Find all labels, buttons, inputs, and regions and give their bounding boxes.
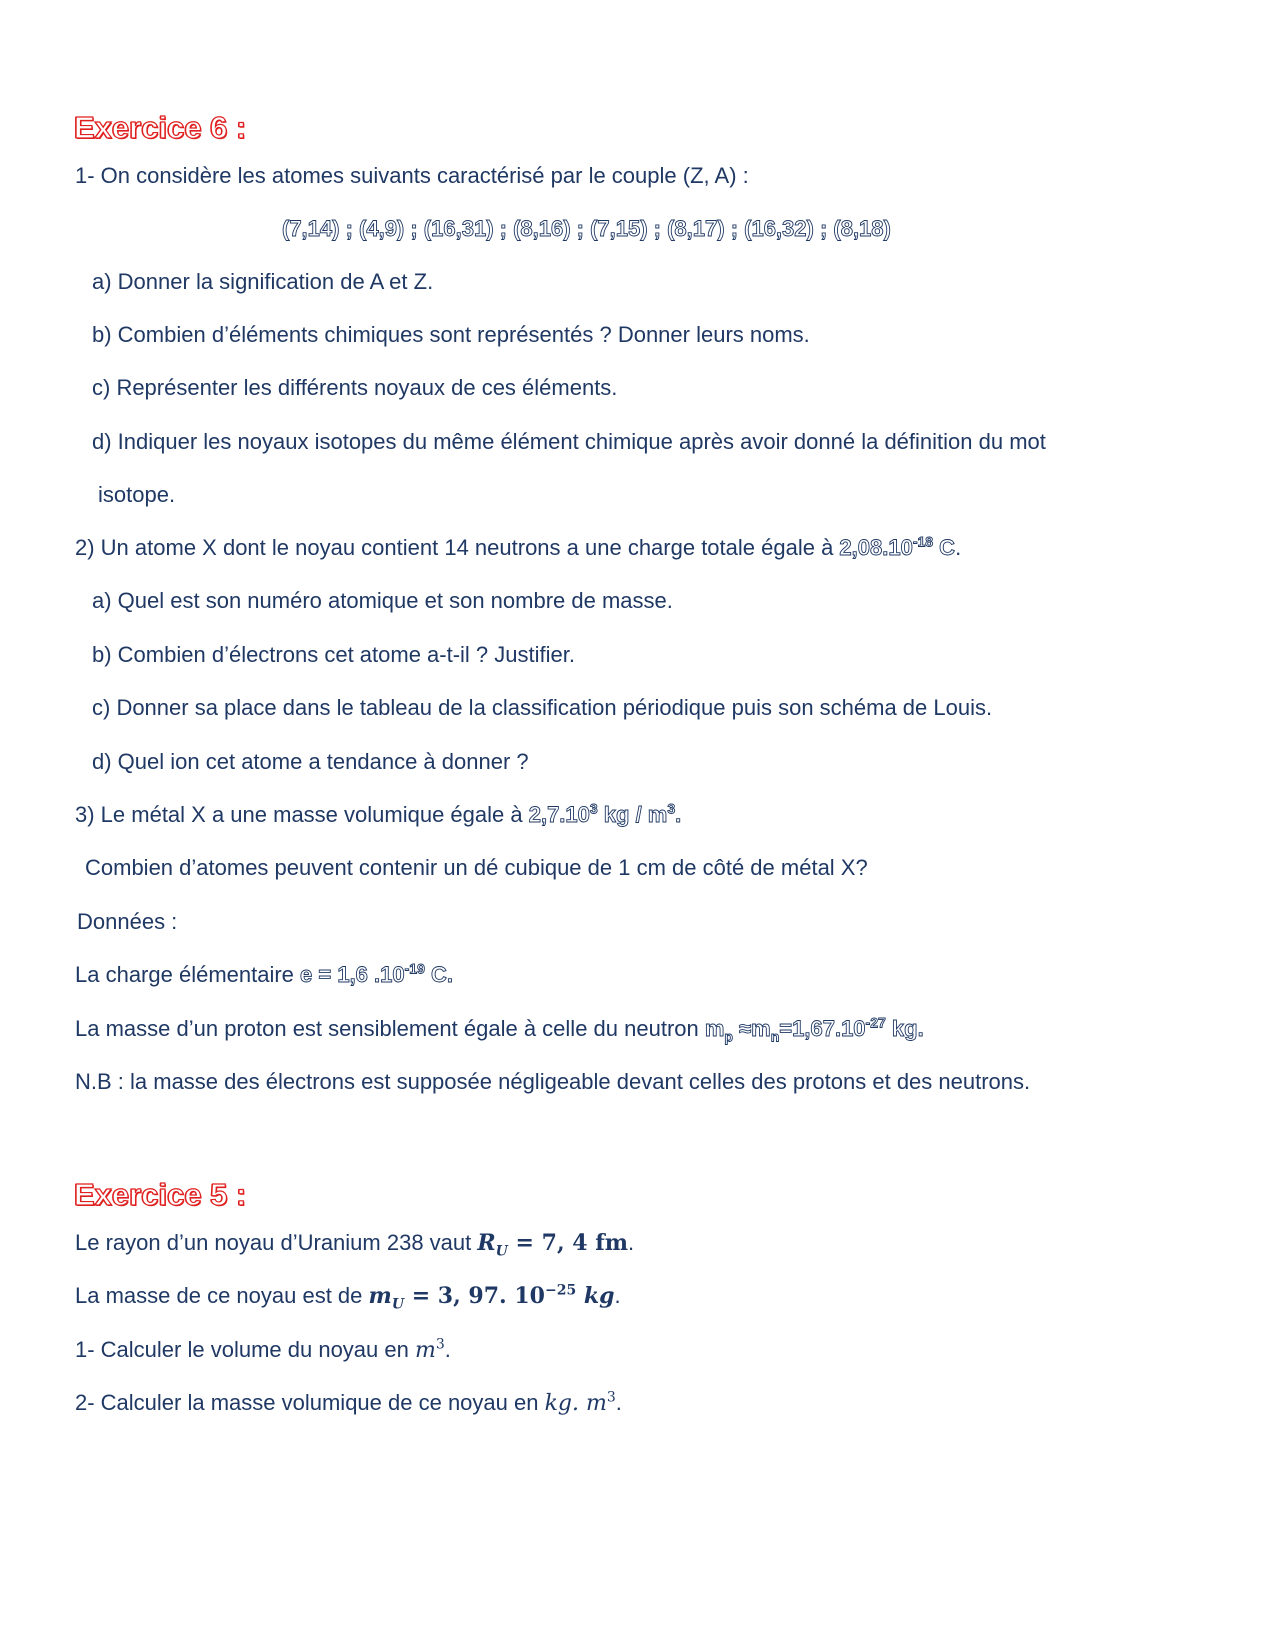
ex6-mass-unit: kg. <box>885 1016 924 1041</box>
ex5-radius-text: Le rayon d’un noyau d’Uranium 238 vaut <box>75 1230 478 1255</box>
ex6-q3-unit: kg / m <box>597 802 668 827</box>
ex5-q2-text: 2- Calculer la masse volumique de ce noyau en <box>75 1390 545 1415</box>
ex6-mass-exponent: -27 <box>865 1014 886 1031</box>
ex5-q1-exponent: 3 <box>435 1336 445 1353</box>
ex6-mass-mp: m <box>704 1016 725 1041</box>
ex6-charge-exponent: -19 <box>404 960 425 977</box>
ex5-mass-exponent: −25 <box>544 1282 577 1299</box>
ex6-question-1a: a) Donner la signification de A et Z. <box>92 269 434 294</box>
ex6-note: N.B : la masse des électrons est supposée négligeable devant celles des protons et des neutrons. <box>75 1069 1031 1094</box>
ex5-mass: La masse de ce noyau est de $m_U = 3$, 97. $10^{-25}$ kg. <box>75 1282 621 1313</box>
ex6-question-3-text: Combien d’atomes peuvent contenir un dé cubique de 1 cm de côté de métal X? <box>85 855 868 880</box>
ex6-question-1b: b) Combien d’éléments chimiques sont représentés ? Donner leurs noms. <box>92 322 810 347</box>
ex6-question-1c: c) Représenter les différents noyaux de ces éléments. <box>92 375 618 400</box>
ex6-q2-exponent: -18 <box>912 533 934 550</box>
ex6-atom-couples: (7,14) ; (4,9) ; (16,31) ; (8,16) ; (7,15) ; (8,17) ; (16,32) ; (8,18) <box>282 216 891 241</box>
ex6-mass-mp-sub: p <box>724 1028 733 1045</box>
ex6-elementary-charge <box>75 961 453 989</box>
ex6-charge-unit: C. <box>424 962 453 987</box>
exercise-5-title: Exercice 5 : <box>74 1177 247 1212</box>
ex6-charge-value: e = 1,6 .10 <box>300 962 405 987</box>
ex5-radius-value: = 7, 4 fm <box>507 1230 628 1256</box>
ex6-question-1d-continued: isotope. <box>98 482 176 507</box>
ex5-mass-symbol: m <box>368 1283 392 1309</box>
exercise-6-title: Exercice 6 : <box>74 110 247 145</box>
ex6-question-2c: c) Donner sa place dans le tableau de la classification périodique puis son schéma de Louis. <box>92 695 993 720</box>
ex5-q1-text: 1- Calculer le volume du noyau en <box>75 1337 415 1362</box>
ex6-q3-value: 2,7.10 <box>528 802 590 827</box>
ex5-q2-unit: kg. m <box>544 1391 607 1416</box>
ex5-mass-value: = 3, 97. 10 <box>404 1283 545 1309</box>
ex6-q2-unit: C <box>933 535 956 560</box>
ex6-q2-text: 2) Un atome X dont le noyau contient 14 neutrons a une charge totale égale à <box>75 535 840 560</box>
ex5-radius-symbol: R <box>477 1230 496 1256</box>
ex6-mass-approx: ≈m <box>732 1016 771 1041</box>
ex6-q3-unit-exponent: 3 <box>667 800 676 817</box>
ex6-q3-text: 3) Le métal X a une masse volumique égale à <box>75 802 529 827</box>
ex6-question-2d: d) Quel ion cet atome a tendance à donner ? <box>92 749 529 774</box>
ex6-charge-text: La charge élémentaire <box>75 962 301 987</box>
ex5-q2-exponent: 3 <box>606 1389 616 1406</box>
ex6-proton-mass <box>75 1015 924 1043</box>
ex6-q2-value: 2,08.10 <box>839 535 913 560</box>
ex5-question-2: 2- Calculer la masse volumique de ce noyau en kg. $m^3$. <box>75 1389 622 1416</box>
ex6-question-2a: a) Quel est son numéro atomique et son nombre de masse. <box>92 588 673 613</box>
ex6-q3-exponent: 3 <box>589 800 598 817</box>
ex6-question-3: 3) Le métal X a une masse volumique égale à 2,7.10$^3$ kg / $m^3$. <box>75 800 682 827</box>
ex5-mass-sub: U <box>391 1296 405 1313</box>
ex5-question-1: 1- Calculer le volume du noyau en $m^3$. <box>75 1336 451 1363</box>
ex6-mass-value: =1,67.10 <box>779 1016 866 1041</box>
ex6-question-1-intro: 1- On considère les atomes suivants caractérisé par le couple (Z, A) : <box>75 163 749 188</box>
ex5-radius: Le rayon d’un noyau d’Uranium 238 vaut $R_U = 7$, 4 fm. <box>75 1230 635 1260</box>
ex5-mass-unit: kg <box>576 1283 615 1309</box>
ex6-data-heading: Données : <box>77 909 178 934</box>
ex6-question-2b: b) Combien d’électrons cet atome a-t-il ? Justifier. <box>92 642 575 667</box>
ex6-question-1d: d) Indiquer les noyaux isotopes du même élément chimique après avoir donné la définition du mot <box>92 429 1046 454</box>
ex6-question-2: 2) Un atome X dont le noyau contient 14 neutrons a une charge totale égale à $2,08.10^{-18}$ C. <box>75 533 962 560</box>
ex6-mass-text: La masse d’un proton est sensiblement égale à celle du neutron <box>75 1016 705 1041</box>
ex5-radius-sub: U <box>495 1243 508 1260</box>
ex5-mass-text: La masse de ce noyau est de <box>75 1283 369 1308</box>
ex5-q1-unit: m <box>414 1338 436 1363</box>
ex6-mass-mn-sub: n <box>770 1028 780 1045</box>
